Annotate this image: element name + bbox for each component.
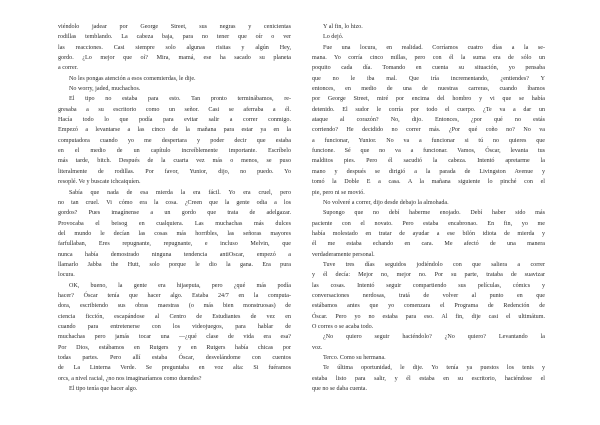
right-page-line: estaba listo para salir, y él estaba en su escritorio, haciéndose el bbox=[312, 375, 545, 382]
right-page-line: las cosas. Intentó seguir compartiendo sus películas, cómics y bbox=[312, 282, 545, 289]
left-page-line: OK, bueno, la gente era hijaeputa, pero ¿qué más podía bbox=[69, 282, 291, 289]
left-page-line: Sabía que nada de esa mierda la era fácil. Yo era cruel, pero bbox=[69, 189, 291, 196]
left-page-line: rodillas temblando. La cabeza baja, para no tener que oír o ver bbox=[58, 34, 291, 41]
right-page-line: conversaciones nerdosas, tratá de volver al punto en que bbox=[312, 292, 545, 299]
right-page-line: estábamos antes que yo comenzara el Programa de Redención de bbox=[312, 303, 545, 310]
left-page-line: cuando para entretenerse con los videojuegos, para hablar de bbox=[58, 323, 291, 330]
left-page-line: nunca había demostrado ninguna tendencia antiOscar, empezó a bbox=[58, 251, 291, 258]
left-page-line: No worry, jaded, muchachos. bbox=[69, 86, 141, 93]
right-page-line: ¿No quiero seguir haciéndolo? ¿No quiero? Levantando la bbox=[323, 334, 545, 341]
left-page-line: gordo. ¿Lo mejor que oí? Mira, mamá, ese ha sacado su planeta bbox=[58, 55, 291, 62]
left-page-line: muchachas pero jamás tocar una —¿qué clase de vida era esa? bbox=[58, 334, 291, 341]
right-page-line: Supongo que no debí haberme enojado. Debí haber sido más bbox=[323, 210, 545, 217]
right-page-line: Y al fin, lo hizo. bbox=[323, 24, 363, 30]
right-page-line: detenido. El sudor le corría por todo el cuerpo. ¿Te va a dar un bbox=[312, 106, 545, 113]
left-page-line: computadora cuando yo me despertara y poder decir que estaba bbox=[58, 137, 291, 144]
left-page-line: a correr. bbox=[58, 65, 78, 72]
left-page-line: viéndolo jadear por George Street, sus negras y cenicientas bbox=[58, 24, 291, 30]
left-page-line: más tarde, bitch. Después de la cuarta vez más o menos, se puso bbox=[58, 158, 291, 165]
left-page-line: llamarlo Jabba the Hutt, solo porque le dio la gana. Era pura bbox=[58, 261, 291, 268]
right-page-line: No volveré a correr, dijo desde debajo la almohada. bbox=[323, 199, 449, 206]
left-page-line: no tan cruel. Vi cómo era la cosa. ¿Creen que la gente odia a los bbox=[58, 199, 291, 206]
right-page-line: a funcionar, Yunior. No va a funcionar si tú no quieres que bbox=[312, 137, 545, 144]
right-page-line: voz. bbox=[312, 344, 323, 351]
left-page-line: hacer? Óscar tenía que hacer algo. Estaba 24/7 en la computa- bbox=[58, 292, 291, 299]
left-page-line: farfullaban, Eres repugnante, repugnante, e incluso Melvin, que bbox=[58, 241, 291, 248]
right-page-line: funcione. Sé que no va a funcionar. Vamos, Óscar, levanta tus bbox=[312, 148, 545, 155]
left-page-line: dora, escribiendo sus obras maestras (o más bien monstruosas) de bbox=[58, 303, 291, 310]
left-page-line: todas partes. Pero allí estaba Óscar, desvelándome con cuentos bbox=[58, 355, 291, 361]
right-page-line: por George Street, miré por encima del hombro y vi que se había bbox=[312, 96, 545, 103]
right-page-line: y él decía: Mejor no, mejor no. Por su parte, trataba de suavizar bbox=[312, 272, 545, 279]
right-page-line: él me estaba echando en cara. Me afectó de una manera bbox=[312, 241, 545, 248]
right-page-line: mano y después se dirigió a la parada de Livingston Avenue y bbox=[312, 168, 545, 175]
right-page-line: paciente con el novato. Pero estaba encabronao. En fin, yo me bbox=[312, 220, 545, 227]
right-page-line: pie, pero ni se movió. bbox=[312, 189, 365, 196]
left-page-line: Hacía todo lo que podía para evitar salir a correr conmigo. bbox=[58, 117, 291, 124]
left-page-line: gordos? Pues imagínense a un gordo que trata de adelgazar. bbox=[58, 210, 291, 217]
right-page-line: ataque al corazón? No, dijo. Entonces, ¿por qué no estás bbox=[312, 117, 545, 124]
left-page-line: orcs, a nivel racial, ¿no nos imaginaríamos como duendes? bbox=[58, 375, 202, 382]
right-page-line: O corres o se acaba todo. bbox=[312, 323, 374, 330]
right-page-line: tomó la Doble E a casa. A la mañana siguiente lo pinché con el bbox=[312, 179, 545, 186]
left-page-line: del mundo le decían las cosas más horribles, las señoras mayores bbox=[58, 230, 291, 237]
left-page-line: resoplé. Ve y buscate ichcaiquíen. bbox=[58, 179, 141, 186]
left-page-line: No les pongas atención a esos comemierdas, le dije. bbox=[69, 75, 196, 82]
left-page-line: en el medio de un capítulo increíblemente importante. Escríbelo bbox=[58, 148, 291, 155]
left-page-line: gresaba a su escritorio como un señor. Casi se aferraba a él. bbox=[58, 106, 291, 113]
right-page-line: malditos pies. Pero él sacudió la cabeza. Intentó apretarme la bbox=[312, 158, 545, 165]
right-page-line: que no le iba mal. Que iría incrementando, ¿entiendes? Y bbox=[312, 75, 545, 82]
left-page-line: las reacciones. Casi siempre solo algunas risitas y algún Hey, bbox=[58, 44, 291, 51]
left-page-line: El tipo no estaba para esto. Tan pronto terminábamos, re- bbox=[69, 96, 291, 103]
left-page-line: El tipo tenía que hacer algo. bbox=[69, 386, 138, 393]
right-page-line: corriendo? He decidido no correr más. ¿Por qué coño no? No va bbox=[312, 127, 545, 134]
left-page-line: de La Linterna Verde. Se preguntaba en voz alta: Si fuéramos bbox=[58, 365, 291, 372]
left-page-line: literalmente de rodillas. Por favor, Yunior, dijo, no puedo. Yo bbox=[58, 168, 291, 175]
right-page bbox=[312, 22, 545, 412]
right-page-line: mana. Yo corría cinco millas, pero con él la suma era de sólo un bbox=[312, 55, 545, 62]
right-page-line: había molestado en tratar de ayudar a ese bilón idiota de mierda y bbox=[312, 230, 545, 237]
right-page-line: Fue una locura, en realidad. Corríamos cuatro días a la se- bbox=[323, 44, 545, 51]
right-page-line: Tuve tres días seguidos jodiéndolo con que saliera a correr bbox=[323, 261, 545, 268]
left-page-line: locura. bbox=[58, 272, 75, 279]
left-page-line: Provocaba el beisog en cualquiera. Las muchachas más dulces bbox=[58, 220, 291, 227]
right-page-line: Lo dejó. bbox=[323, 34, 344, 41]
right-page-line: Te última oportunidad, le dije. Yo tenía ya puestos los tenis y bbox=[323, 365, 545, 372]
right-page-line: que no se daba cuenta. bbox=[312, 386, 367, 393]
right-page-line: verdaderamente personal. bbox=[312, 251, 375, 258]
right-page-line: Terco. Como su hermana. bbox=[323, 355, 386, 361]
right-page-line: entonces, en medio de una de nuestras carreras, cuando íbamos bbox=[312, 86, 545, 93]
left-page-line: ciencia ficción, escapándose al Centro de Estudiantes de vez en bbox=[58, 313, 291, 320]
right-page-line: Óscar. Pero yo no estaba para eso. Al fin, dije casi el ultimátum. bbox=[312, 313, 545, 320]
right-page-line: poquito cada día. Tomando en cuenta su situación, yo pensaba bbox=[312, 65, 545, 72]
left-page bbox=[58, 22, 291, 412]
left-page-line: Empezó a levantarse a las cinco de la mañana para estar ya en la bbox=[58, 127, 291, 134]
left-page-line: Por Dios, estábamos en Rutgers y en Rutgers había chicas por bbox=[58, 344, 291, 351]
